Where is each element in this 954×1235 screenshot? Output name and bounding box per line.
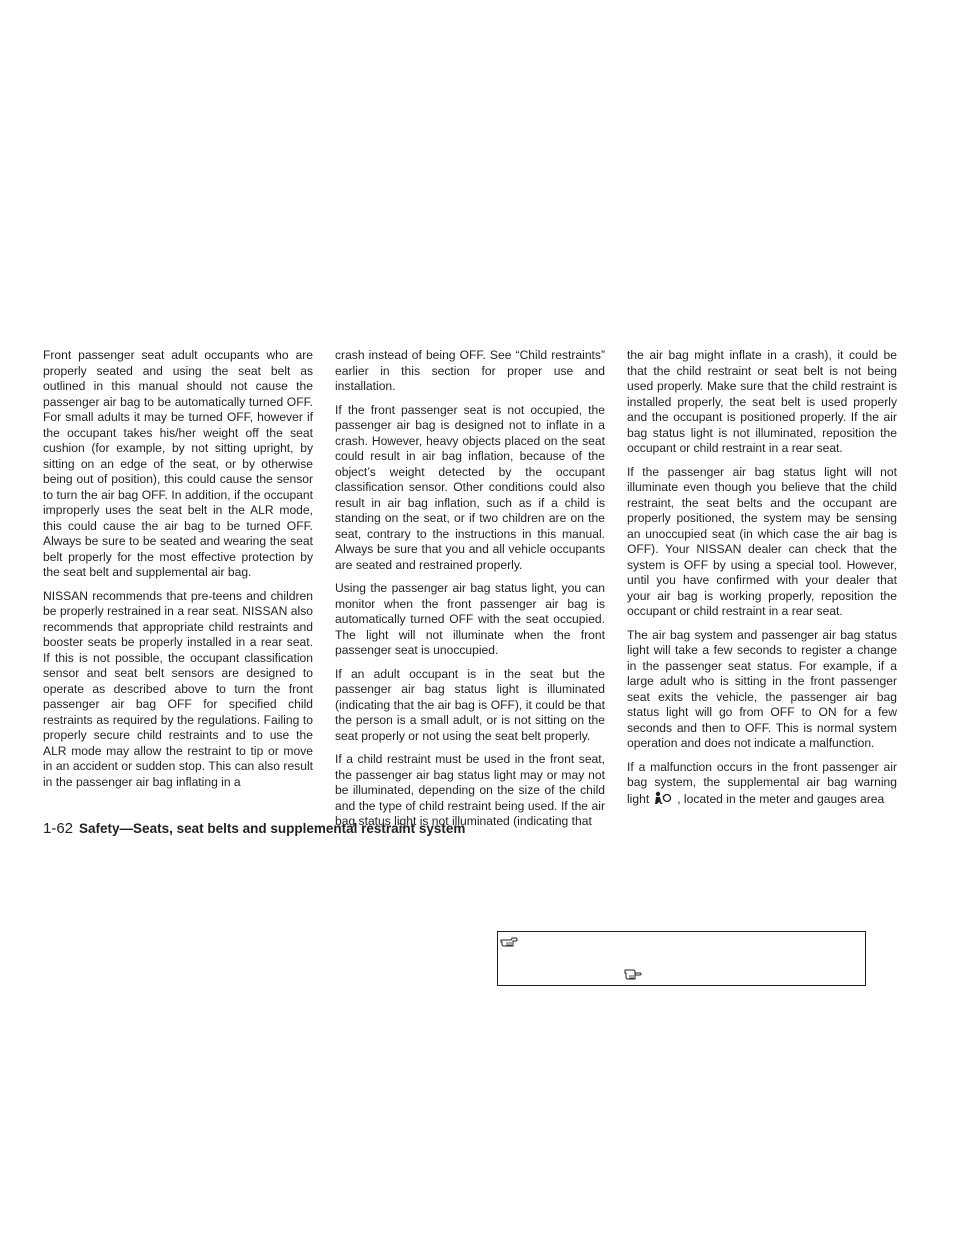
paragraph-with-icon (627, 760, 897, 808)
pointing-hand-icon (500, 934, 518, 946)
paragraph: the air bag might inflate in a crash), it could be that the child restraint or seat belt is not being used properly. Make sure that the child restraint is installed properly, the seat belt is used properly and the occupant is positioned properly. If the air bag status light is not illuminated, reposition the occupant or child restraint in a rear seat. (627, 348, 897, 455)
section-title: Safety—Seats, seat belts and supplemental restraint system (79, 821, 466, 836)
pointing-hand-icon (624, 967, 642, 979)
page-number: 1-62 (43, 820, 74, 837)
paragraph: Using the passenger air bag status light, you can monitor when the front passenger air bag is automatically turned OFF with the seat occupied. The light will not illuminate when the front passenger seat is unoccupied. (335, 581, 605, 657)
paragraph: Front passenger seat adult occupants who are properly seated and using the seat belt as outlined in this manual should not cause the passenger air bag to be automatically turned OFF. For small adults it may be turned OFF, however if the occupant takes his/her weight off the seat cushion (for example, by not sitting upright, by sitting on an edge of the seat, or by otherwise being out of position), this could cause the sensor to turn the air bag OFF. In addition, if the occupant improperly uses the seat belt in the ALR mode, this could cause the air bag to be turned OFF. Always be sure to be seated and wearing the seat belt properly for the most effective protection by the seat belt and supplemental air bag. (43, 348, 313, 579)
text-column-3 (627, 348, 897, 815)
paragraph: NISSAN recommends that pre-teens and children be properly restrained in a rear seat. NISSAN also recommends that appropriate child restraints and booster seats be properly installed in a rear seat. If this is not possible, the occupant classification sensor and seat belt sensors are designed to operate as described above to turn the front passenger air bag OFF for specified child restraints as required by the regulations. Failing to properly secure child restraints and to use the ALR mode may allow the restraint to tip or move in an accident or sudden stop. This can also result in the passenger air bag inflating in a (43, 588, 313, 789)
page-footer (43, 820, 465, 837)
paragraph-text-after-icon: , located in the meter and gauges area (677, 791, 885, 806)
paragraph: crash instead of being OFF. See “Child restraints” earlier in this section for proper use and installation. (335, 348, 605, 393)
airbag-warning-icon (653, 791, 673, 805)
text-column-1 (43, 348, 313, 798)
paragraph: The air bag system and passenger air bag status light will take a few seconds to register a change in the passenger seat status. For example, if a large adult who is sitting in the front passenger seat exits the vehicle, the passenger air bag status light will go from OFF to ON for a few seconds and then to OFF. This is normal system operation and does not indicate a malfunction. (627, 627, 897, 750)
paragraph: If the passenger air bag status light will not illuminate even though you believe that the child restraint, the seat belts and the occupant are properly positioned, the system may be sensing an unoccupied seat (in which case the air bag is OFF). Your NISSAN dealer can check that the system is OFF by using a special tool. However, until you have confirmed with your dealer that your air bag is working properly, reposition the occupant or child restraint in a rear seat. (627, 464, 897, 618)
paragraph: If the front passenger seat is not occupied, the passenger air bag is designed not to inflate in a crash. However, heavy objects placed on the seat could result in air bag inflation, because of the object’s weight detected by the occupant classification sensor. Other conditions could also result in air bag inflation, such as if a child is standing on the seat, or if two children are on the seat, contrary to the instructions in this manual. Always be sure that you and all vehicle occupants are seated and restrained properly. (335, 402, 605, 572)
paragraph: If a child restraint must be used in the front seat, the passenger air bag status light may or may not be illuminated, depending on the size of the child and the type of child restraint being used. If the air bag status light is not illuminated (indicating that (335, 752, 605, 828)
note-box (497, 931, 866, 986)
paragraph: If an adult occupant is in the seat but the passenger air bag status light is illuminated (indicating that the air bag is OFF), it could be that the person is a small adult, or is not sitting on the seat properly or not using the seat belt properly. (335, 666, 605, 743)
paragraph-text-before-icon: If a malfunction occurs in the front passenger air bag system, the supplemental air bag warning light (627, 759, 897, 806)
text-column-2 (335, 348, 605, 838)
